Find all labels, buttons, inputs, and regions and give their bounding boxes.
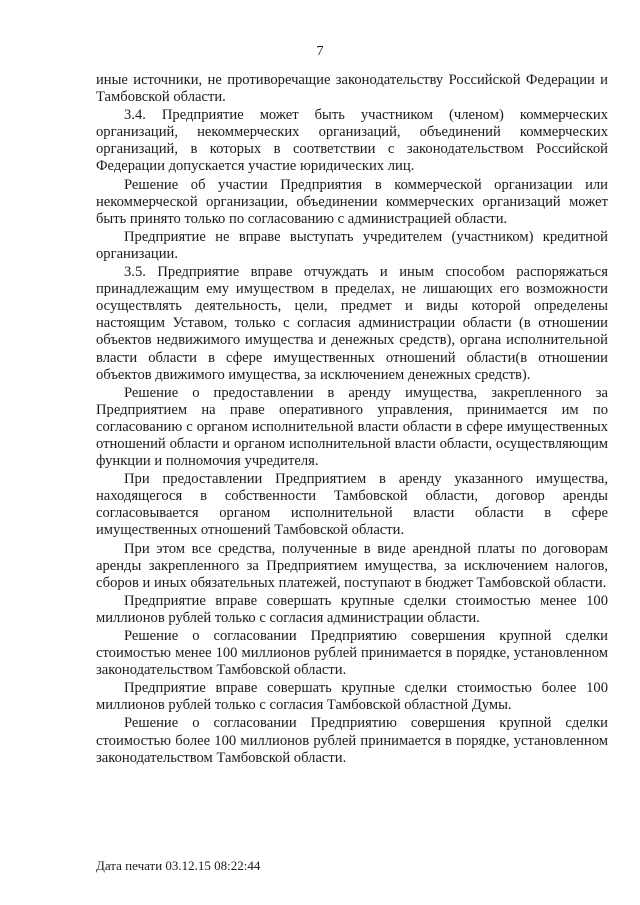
paragraph: Решение о согласовании Предприятию совершения крупной сделки стоимостью более 100 миллионов рублей принимается в порядке, установленном законодательством Тамбовской области.	[96, 715, 608, 766]
paragraph: Решение об участии Предприятия в коммерческой организации или некоммерческой организации, объединении коммерческих организаций может быть принято только по согласованию с администрацией области.	[96, 176, 608, 227]
paragraph: При предоставлении Предприятием в аренду указанного имущества, находящегося в собственности Тамбовской области, договор аренды согласовывается органом исполнительной власти области в сфере имущественных отношений Тамбовской области.	[96, 471, 608, 539]
print-date-footer: Дата печати 03.12.15 08:22:44	[96, 858, 261, 873]
document-body	[96, 72, 608, 768]
paragraph: Предприятие вправе совершать крупные сделки стоимостью менее 100 миллионов рублей только с согласия администрации области.	[96, 592, 608, 626]
paragraph-3-5: 3.5. Предприятие вправе отчуждать и иным способом распоряжаться принадлежащим ему имуществом в пределах, не лишающих его возможности осуществлять деятельность, цели, предмет и виды которой определены настоящим Уставом, только с согласия администрации области (в отношении объектов недвижимого имущества и денежных средств), органа исполнительной власти области в сфере имущественных отношений области(в отношении объектов движимого имущества, за исключением денежных средств).	[96, 264, 608, 383]
page-number: 7	[316, 44, 324, 59]
paragraph-continuation: иные источники, не противоречащие законодательству Российской Федерации и Тамбовской области.	[96, 72, 608, 106]
paragraph: Предприятие вправе совершать крупные сделки стоимостью более 100 миллионов рублей только с согласия Тамбовской областной Думы.	[96, 680, 608, 714]
paragraph-3-4: 3.4. Предприятие может быть участником (членом) коммерческих организаций, некоммерческих организаций, объединений коммерческих организаций, в которых в соответствии с законодательством Российской Федерации допускается участие юридических лиц.	[96, 107, 608, 175]
paragraph: При этом все средства, полученные в виде арендной платы по договорам аренды закрепленного за Предприятием имущества, за исключением налогов, сборов и иных обязательных платежей, поступают в бюджет Тамбовской области.	[96, 540, 608, 591]
paragraph: Решение о предоставлении в аренду имущества, закрепленного за Предприятием на праве оперативного управления, принимается им по согласованию с органом исполнительной власти области в сфере имущественных отношений области и органом исполнительной власти области, осуществляющим функции и полномочия учредителя.	[96, 384, 608, 470]
paragraph: Предприятие не вправе выступать учредителем (участником) кредитной организации.	[96, 228, 608, 262]
paragraph: Решение о согласовании Предприятию совершения крупной сделки стоимостью менее 100 миллионов рублей принимается в порядке, установленном законодательством Тамбовской области.	[96, 628, 608, 679]
